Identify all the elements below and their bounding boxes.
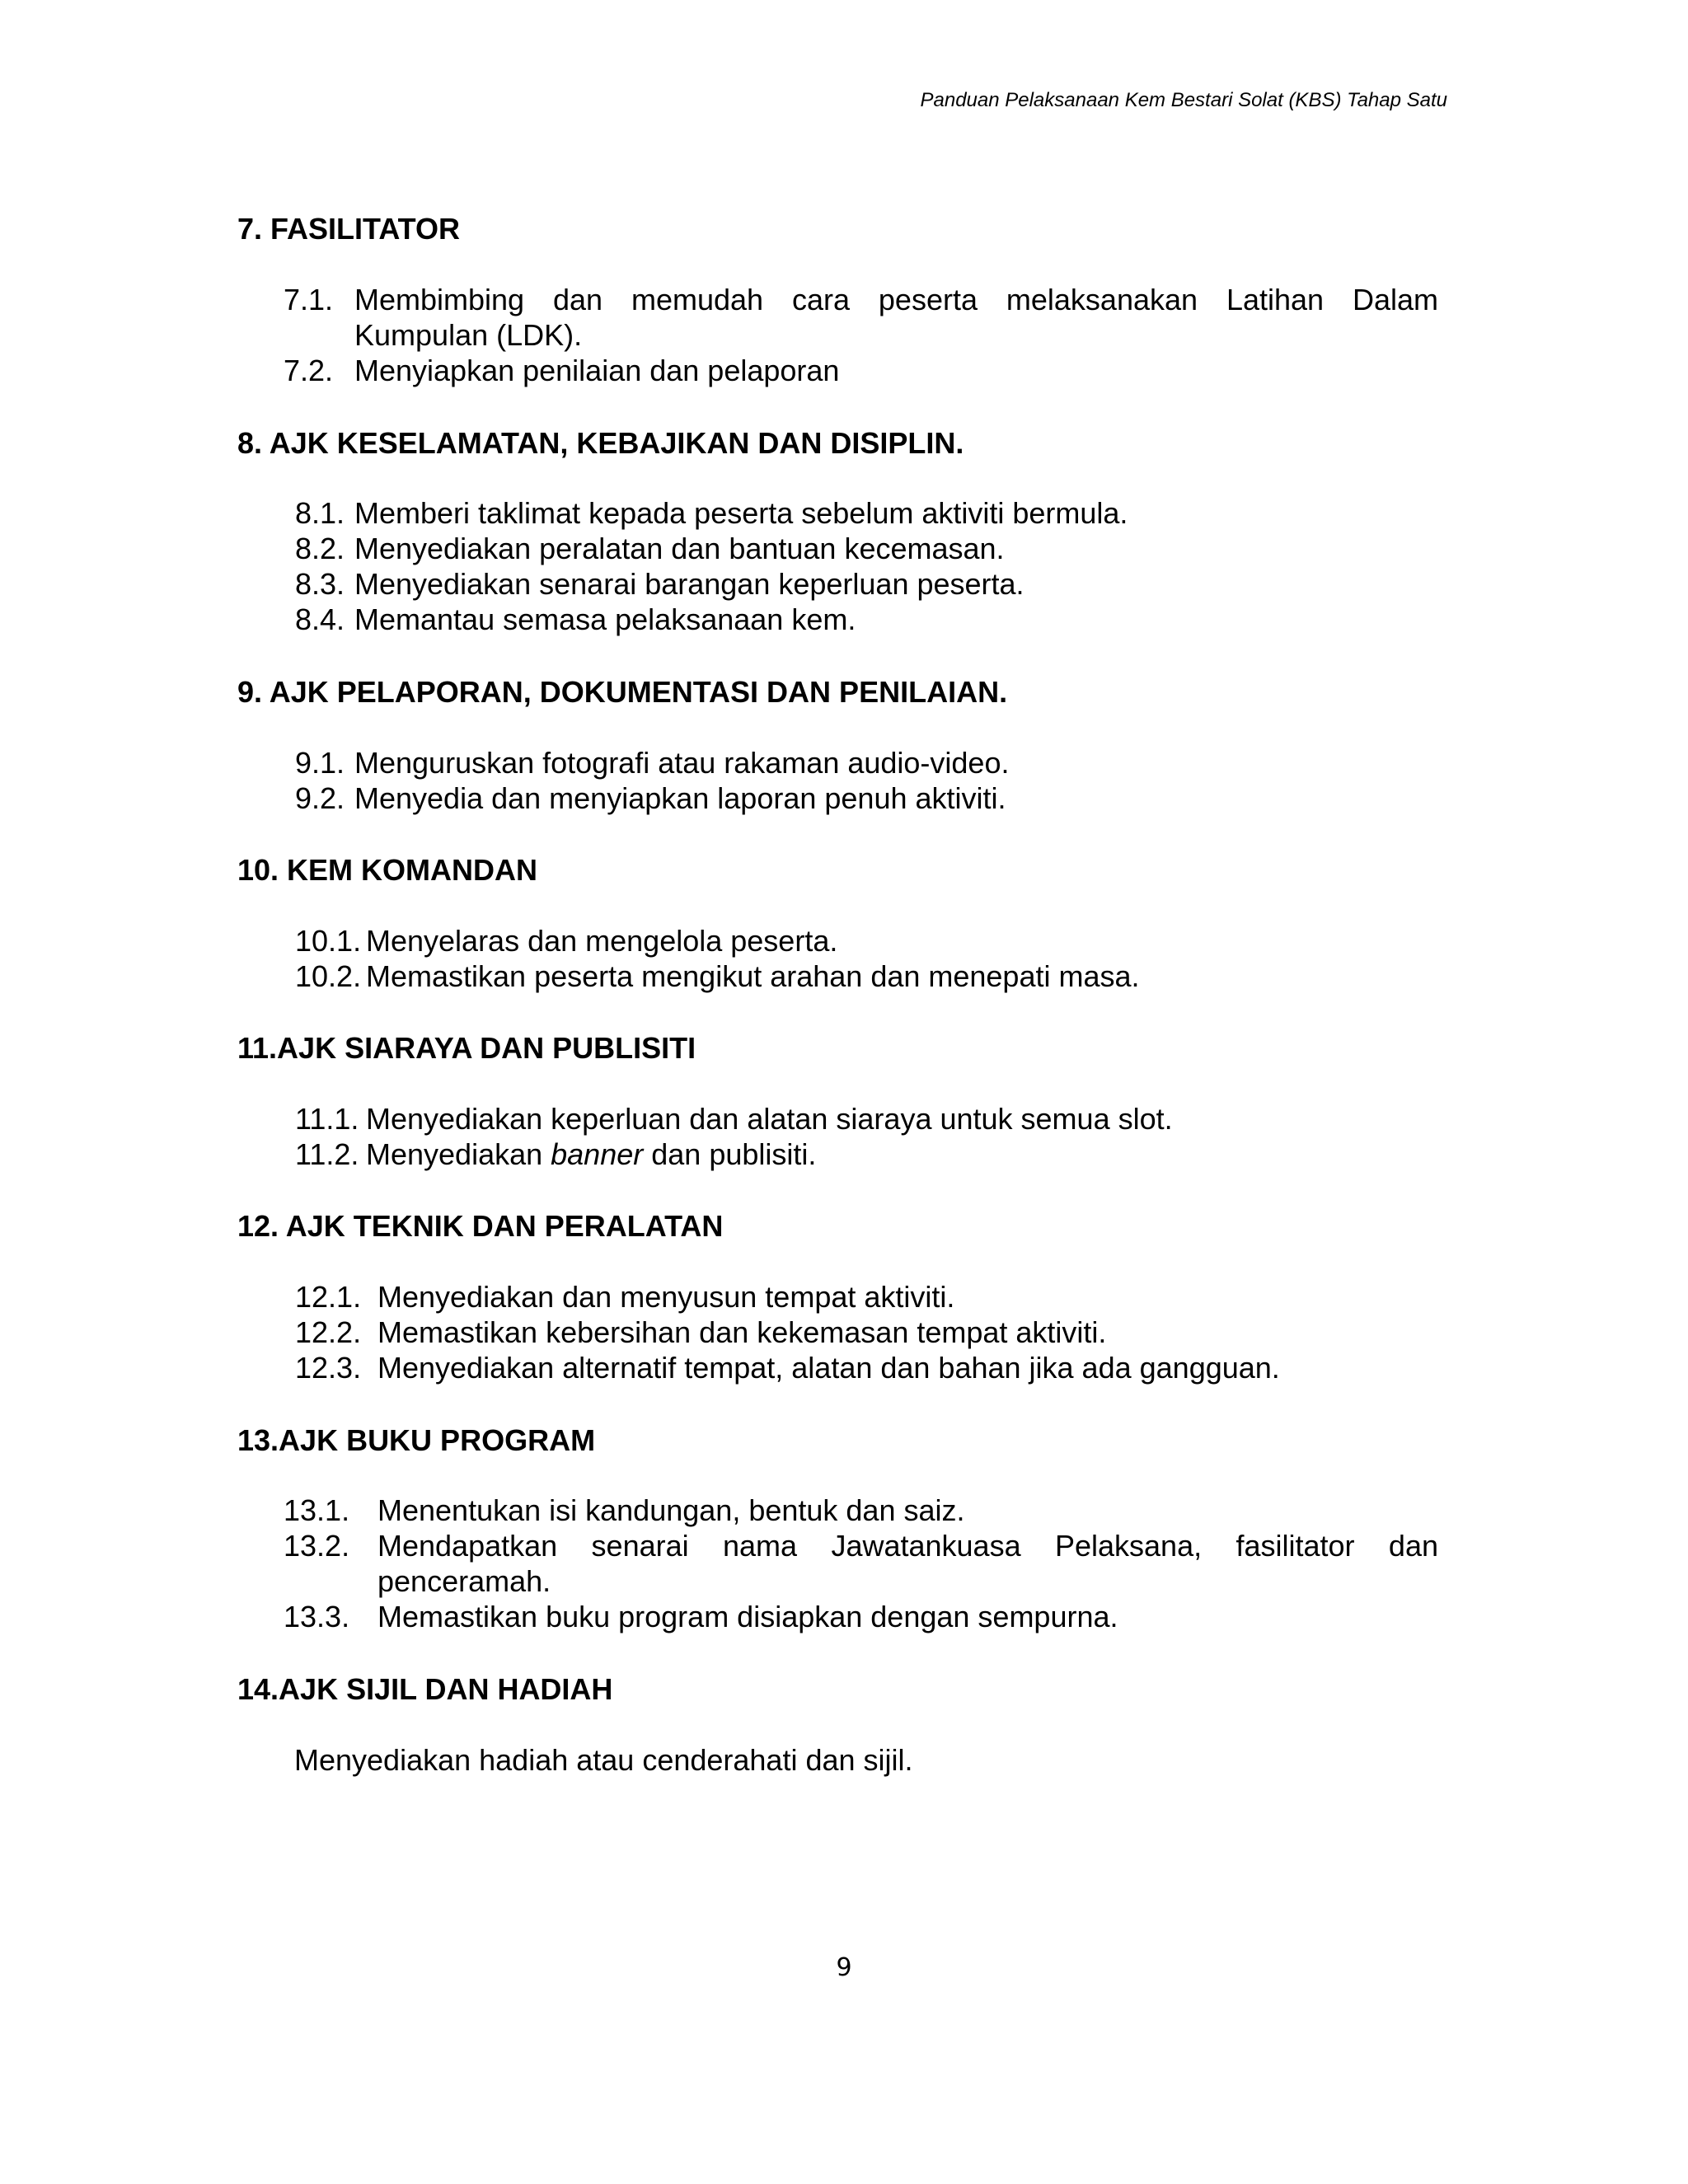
section-paragraph: Menyediakan hadiah atau cenderahati dan sijil. xyxy=(294,1743,913,1777)
item-text: Menyedia dan menyiapkan laporan penuh aktiviti. xyxy=(354,781,1006,815)
item-number: 8.3. xyxy=(295,567,345,601)
item-number: 13.2. xyxy=(284,1529,350,1563)
section-heading-7: 7. FASILITATOR xyxy=(237,212,461,246)
item-number: 11.2. xyxy=(295,1137,359,1171)
item-number: 12.3. xyxy=(295,1351,362,1385)
section-heading-14: 14.AJK SIJIL DAN HADIAH xyxy=(237,1672,613,1706)
item-number: 9.2. xyxy=(295,781,345,815)
item-text: Memastikan kebersihan dan kekemasan tempat aktiviti. xyxy=(377,1315,1107,1349)
item-text: Memantau semasa pelaksanaan kem. xyxy=(354,602,856,636)
item-number: 12.1. xyxy=(295,1280,362,1314)
item-text-continued: penceramah. xyxy=(377,1564,551,1598)
item-number: 13.3. xyxy=(284,1600,350,1633)
item-text: Menentukan isi kandungan, bentuk dan saiz. xyxy=(377,1493,965,1527)
item-text: Menguruskan fotografi atau rakaman audio-video. xyxy=(354,746,1010,780)
item-text-part: Menyediakan xyxy=(366,1137,551,1171)
item-text: Menyediakan senarai barangan keperluan peserta. xyxy=(354,567,1025,601)
item-number: 7.1. xyxy=(284,283,334,316)
item-number: 12.2. xyxy=(295,1315,362,1349)
item-text-part: dan publisiti. xyxy=(643,1137,817,1171)
item-text: Membimbing dan memudah cara peserta melaksanakan Latihan Dalam xyxy=(354,283,1438,316)
item-text xyxy=(366,1137,816,1172)
item-text-continued: Kumpulan (LDK). xyxy=(354,318,583,352)
section-heading-9: 9. AJK PELAPORAN, DOKUMENTASI DAN PENILAIAN. xyxy=(237,675,1008,709)
item-text: Menyediakan peralatan dan bantuan kecemasan. xyxy=(354,532,1005,565)
item-text: Menyediakan dan menyusun tempat aktiviti. xyxy=(377,1280,955,1314)
item-text: Menyediakan keperluan dan alatan siaraya untuk semua slot. xyxy=(366,1102,1173,1136)
item-text: Memastikan peserta mengikut arahan dan menepati masa. xyxy=(366,959,1140,993)
item-number: 8.4. xyxy=(295,602,345,636)
item-number: 8.1. xyxy=(295,496,345,530)
section-heading-10: 10. KEM KOMANDAN xyxy=(237,853,538,887)
item-number: 11.1. xyxy=(295,1102,359,1136)
section-heading-13: 13.AJK BUKU PROGRAM xyxy=(237,1423,596,1457)
item-text: Menyediakan alternatif tempat, alatan dan bahan jika ada gangguan. xyxy=(377,1351,1280,1385)
section-heading-8: 8. AJK KESELAMATAN, KEBAJIKAN DAN DISIPLIN. xyxy=(237,426,964,460)
running-header: Panduan Pelaksanaan Kem Bestari Solat (KBS) Tahap Satu xyxy=(920,89,1447,111)
item-number: 9.1. xyxy=(295,746,345,780)
item-number: 10.2. xyxy=(295,959,362,993)
item-text: Menyelaras dan mengelola peserta. xyxy=(366,924,838,958)
item-text: Menyiapkan penilaian dan pelaporan xyxy=(354,354,840,387)
item-number: 7.2. xyxy=(284,354,334,387)
item-number: 13.1. xyxy=(284,1493,350,1527)
item-text: Mendapatkan senarai nama Jawatankuasa Pelaksana, fasilitator dan xyxy=(377,1529,1438,1563)
item-number: 10.1. xyxy=(295,924,362,958)
section-heading-12: 12. AJK TEKNIK DAN PERALATAN xyxy=(237,1209,724,1243)
item-text: Memastikan buku program disiapkan dengan sempurna. xyxy=(377,1600,1118,1633)
item-text: Memberi taklimat kepada peserta sebelum aktiviti bermula. xyxy=(354,496,1128,530)
page-number: 9 xyxy=(836,1953,852,1982)
section-heading-11: 11.AJK SIARAYA DAN PUBLISITI xyxy=(237,1031,696,1065)
item-number: 8.2. xyxy=(295,532,345,565)
item-text-italic: banner xyxy=(551,1137,644,1171)
